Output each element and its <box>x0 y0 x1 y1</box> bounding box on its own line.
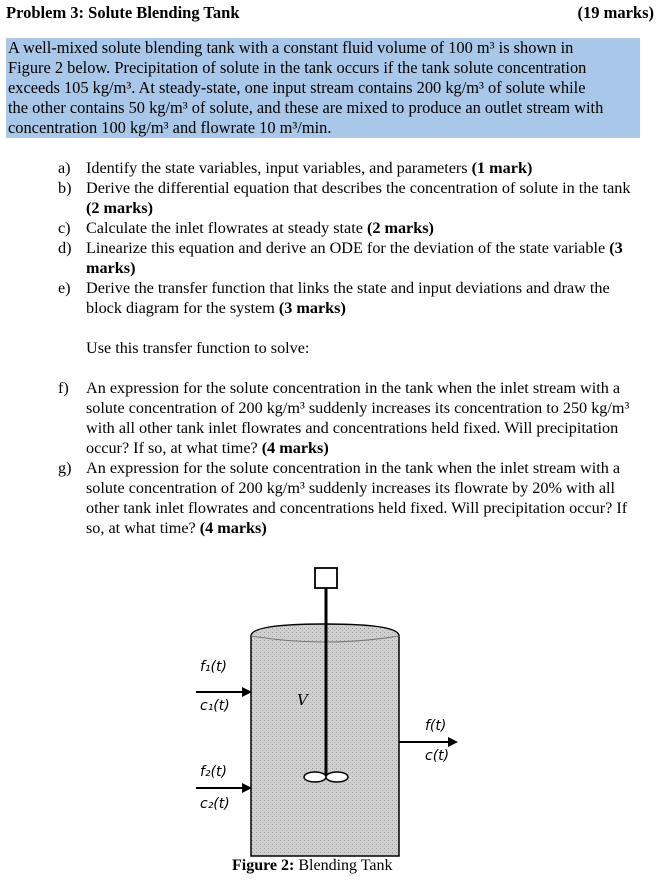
question-e <box>58 278 638 318</box>
question-g <box>58 458 638 538</box>
question-f <box>58 378 638 458</box>
question-marks: (3 marks) <box>278 299 346 317</box>
outlet-flow-label: f(t) <box>425 718 447 734</box>
question-a <box>58 158 638 178</box>
problem-header <box>6 3 654 25</box>
question-label: b) <box>58 179 72 197</box>
question-list <box>58 158 638 538</box>
question-b <box>58 178 638 218</box>
question-text: Identify the state variables, input variables, and parameters <box>86 159 472 177</box>
problem-marks: (19 marks) <box>577 3 654 22</box>
question-label: a) <box>58 159 71 177</box>
question-marks: (2 marks) <box>86 199 153 217</box>
question-marks: (4 marks) <box>199 519 267 537</box>
inlet-1-flow-label: f₁(t) <box>200 659 227 675</box>
question-text: Derive the differential equation that describes the concentration of solute in the tank <box>86 179 631 197</box>
outlet-concentration-label: c(t) <box>425 748 450 764</box>
inlet-2-concentration-label: c₂(t) <box>200 796 230 812</box>
blending-tank-figure <box>0 560 663 886</box>
intro-line: A well-mixed solute blending tank with a constant fluid volume of 100 m³ is shown in <box>8 38 574 57</box>
question-text: Calculate the inlet flowrates at steady state <box>86 219 367 237</box>
intro-line: exceeds 105 kg/m³. At steady-state, one input stream contains 200 kg/m³ of solute while <box>8 78 586 97</box>
intro-line: Figure 2 below. Precipitation of solute in the tank occurs if the tank solute concentration <box>8 58 587 77</box>
question-d <box>58 238 638 278</box>
question-text: Linearize this equation and derive an ODE for the deviation of the state variable <box>86 239 610 257</box>
tank-volume-label: V <box>297 691 308 709</box>
question-text: Derive the transfer function that links the state and input deviations and draw the block diagram for the system <box>86 279 610 317</box>
question-c <box>58 218 638 238</box>
caption-text: Blending Tank <box>294 857 393 874</box>
question-label: c) <box>58 219 71 237</box>
question-label: d) <box>58 239 72 257</box>
question-label: e) <box>58 279 71 297</box>
inlet-1-concentration-label: c₁(t) <box>200 698 230 714</box>
intro-paragraph-selected[interactable] <box>6 38 640 138</box>
question-text: An expression for the solute concentration in the tank when the inlet stream with a solute concentration of 200 kg/m³ suddenly increases its flowrate by 20% with all other tank inlet flowrates and concentrations held fixed. Will precipitation occur? If so, at what time? <box>86 459 628 537</box>
figure-caption <box>232 857 393 875</box>
question-marks: (3 marks) <box>86 239 623 277</box>
impeller-blade <box>304 772 326 782</box>
intro-line: the other contains 50 kg/m³ of solute, and these are mixed to produce an outlet stream with <box>8 98 604 117</box>
question-label: g) <box>58 459 72 477</box>
intro-line: concentration 100 kg/m³ and flowrate 10 m³/min. <box>8 118 332 137</box>
question-marks: (1 mark) <box>471 159 533 177</box>
use-transfer-function-note: Use this transfer function to solve: <box>86 339 310 357</box>
question-marks: (4 marks) <box>261 439 329 457</box>
question-marks: (2 marks) <box>366 219 434 237</box>
question-label: f) <box>58 379 69 397</box>
motor-box <box>315 568 337 588</box>
problem-title: Problem 3: Solute Blending Tank <box>6 3 240 22</box>
inlet-2-flow-label: f₂(t) <box>200 764 227 780</box>
question-text: An expression for the solute concentration in the tank when the inlet stream with a solute concentration of 200 kg/m³ suddenly increases its concentration to 250 kg/m³ with all other tank inlet flowrates and concentrations held fixed. Will precipitation occur? If so, at what time? <box>86 379 630 457</box>
impeller-blade <box>326 772 348 782</box>
caption-label: Figure 2: <box>232 857 295 874</box>
